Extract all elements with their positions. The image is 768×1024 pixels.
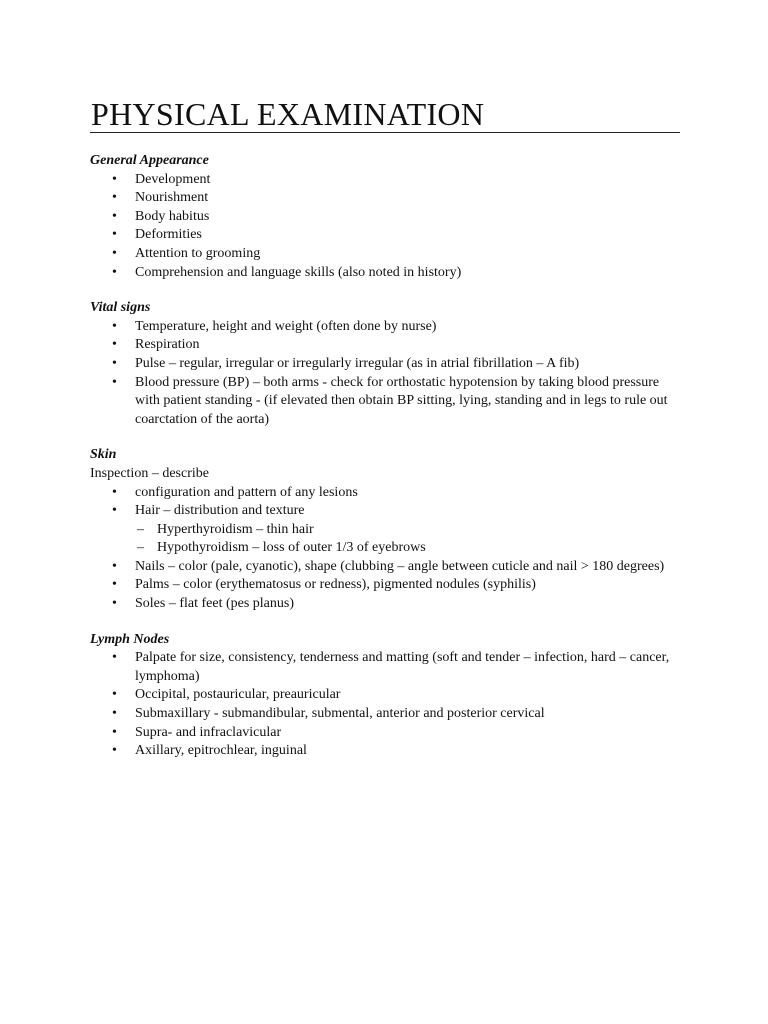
list-item-text: Palms – color (erythematosus or redness), pigmented nodules (syphilis) — [135, 577, 536, 593]
list-item — [90, 705, 680, 724]
sub-list-item-text: Hyperthyroidism – thin hair — [157, 521, 314, 537]
section-general-appearance — [90, 152, 680, 282]
bullet-icon: • — [112, 596, 117, 612]
sub-list — [135, 521, 680, 558]
list-item-text: Supra- and infraclavicular — [135, 724, 282, 740]
list-item-text: Soles – flat feet (pes planus) — [135, 596, 295, 612]
bullet-icon: • — [112, 650, 117, 666]
section-lymph-nodes — [90, 631, 680, 761]
bullet-list — [90, 171, 680, 283]
bullet-icon: • — [112, 558, 117, 574]
list-item — [90, 558, 680, 577]
list-item-text: Body habitus — [135, 208, 210, 224]
sub-list-item — [135, 521, 680, 540]
bullet-list — [90, 649, 680, 761]
list-item — [90, 171, 680, 190]
document-body — [90, 152, 680, 778]
bullet-icon: • — [112, 171, 117, 187]
list-item — [90, 264, 680, 283]
list-item-text: Comprehension and language skills (also noted in history) — [135, 264, 462, 280]
bullet-icon: • — [112, 706, 117, 722]
dash-icon: – — [137, 521, 144, 537]
list-item-text: Pulse – regular, irregular or irregularly irregular (as in atrial fibrillation – A fib) — [135, 355, 580, 371]
sub-list-item — [135, 539, 680, 558]
list-item-text: Submaxillary - submandibular, submental, anterior and posterior cervical — [135, 706, 545, 722]
list-item — [90, 502, 680, 558]
bullet-icon: • — [112, 724, 117, 740]
bullet-icon: • — [112, 687, 117, 703]
list-item — [90, 576, 680, 595]
list-item-text: Hair – distribution and texture — [135, 503, 305, 519]
list-item-text: Temperature, height and weight (often done by nurse) — [135, 318, 437, 334]
bullet-icon: • — [112, 743, 117, 759]
list-item — [90, 724, 680, 743]
list-item-text: Palpate for size, consistency, tenderness and matting (soft and tender – infection, hard – cancer, lymphoma) — [135, 650, 670, 684]
bullet-icon: • — [112, 245, 117, 261]
list-item — [90, 245, 680, 264]
bullet-icon: • — [112, 577, 117, 593]
section-heading: Lymph Nodes — [90, 631, 170, 647]
bullet-icon: • — [112, 264, 117, 280]
section-heading: Skin — [90, 447, 117, 463]
list-item-text: Nails – color (pale, cyanotic), shape (clubbing – angle between cuticle and nail > 180 degrees) — [135, 558, 665, 574]
list-item-text: Occipital, postauricular, preauricular — [135, 687, 341, 703]
list-item-text: Attention to grooming — [135, 245, 261, 261]
section-intro: Inspection – describe — [90, 465, 209, 481]
list-item-text: configuration and pattern of any lesions — [135, 484, 358, 500]
list-item-text: Blood pressure (BP) – both arms - check for orthostatic hypotension by taking blood pressure with patient standing - (if elevated then obtain BP sitting, lying, standing and in legs to rule out coarctation of the aorta) — [135, 374, 668, 427]
list-item — [90, 226, 680, 245]
bullet-icon: • — [112, 190, 117, 206]
list-item — [90, 208, 680, 227]
bullet-list — [90, 484, 680, 614]
section-vital-signs — [90, 299, 680, 429]
list-item-text: Nourishment — [135, 190, 209, 206]
bullet-icon: • — [112, 484, 117, 500]
list-item — [90, 374, 680, 430]
bullet-icon: • — [112, 337, 117, 353]
list-item — [90, 595, 680, 614]
dash-icon: – — [137, 540, 144, 556]
section-heading: Vital signs — [90, 300, 151, 316]
bullet-icon: • — [112, 318, 117, 334]
bullet-icon: • — [112, 355, 117, 371]
list-item — [90, 355, 680, 374]
sub-list-item-text: Hypothyroidism – loss of outer 1/3 of eyebrows — [157, 540, 426, 556]
bullet-icon: • — [112, 227, 117, 243]
list-item — [90, 484, 680, 503]
list-item-text: Development — [135, 171, 211, 187]
list-item — [90, 189, 680, 208]
title-divider — [90, 132, 680, 133]
bullet-list — [90, 318, 680, 430]
list-item — [90, 742, 680, 761]
page-title: PHYSICAL EXAMINATION — [91, 96, 485, 132]
list-item — [90, 649, 680, 686]
list-item — [90, 336, 680, 355]
list-item-text: Axillary, epitrochlear, inguinal — [135, 743, 307, 759]
list-item-text: Deformities — [135, 227, 202, 243]
list-item — [90, 318, 680, 337]
bullet-icon: • — [112, 503, 117, 519]
section-heading: General Appearance — [90, 153, 209, 168]
section-skin — [90, 446, 680, 613]
bullet-icon: • — [112, 208, 117, 224]
bullet-icon: • — [112, 374, 117, 390]
list-item-text: Respiration — [135, 337, 200, 353]
list-item — [90, 686, 680, 705]
